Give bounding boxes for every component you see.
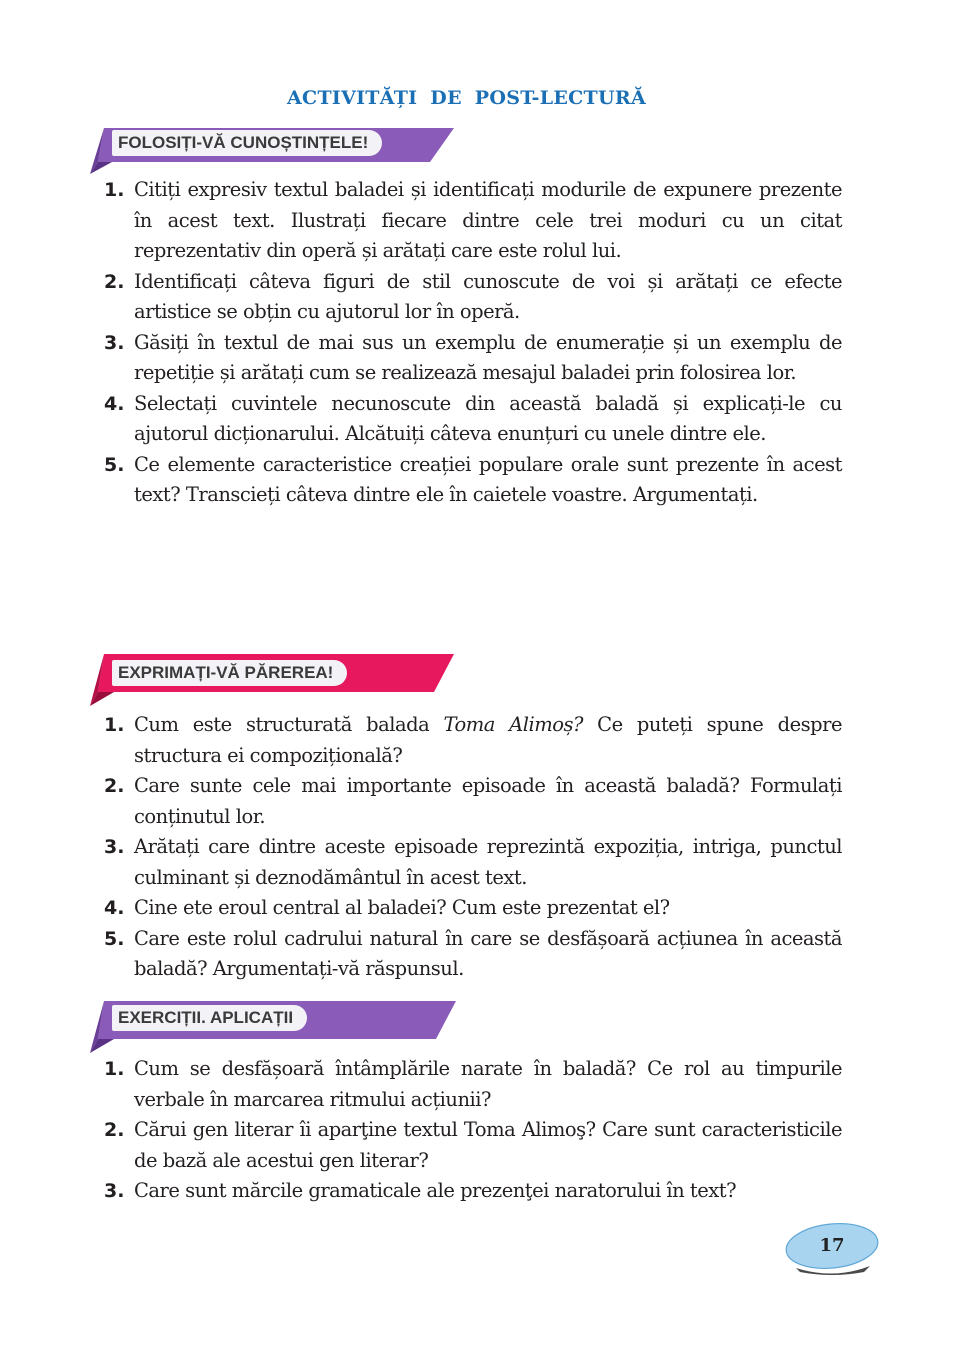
list-item [104,1115,842,1176]
item-text: Cum este structurată balada Toma Alimoș? Ce puteți spune despre structura ei compozițională? [134,713,842,767]
list-item [104,1176,842,1207]
item-number: 2. [104,775,125,797]
section-heading: FOLOSIȚI-VĂ CUNOȘTINȚELE! [112,130,382,156]
item-number: 1. [104,714,125,736]
item-text: Care sunte cele mai importante episoade în această baladă? Formulați conținutul lor. [134,774,842,828]
page-title: ACTIVITĂȚI DE POST-LECTURĂ [286,87,647,109]
item-text: Care sunt mărcile gramaticale ale prezenţei naratorului în text? [134,1179,737,1202]
list-item [104,328,842,389]
item-number: 1. [104,179,125,201]
item-number: 2. [104,270,125,293]
list-item [104,832,842,893]
item-text: Cum se desfășoară întâmplările narate în baladă? Ce rol au timpurile verbale în marcarea ritmului acțiunii? [134,1057,842,1111]
list-item [104,893,842,924]
item-text: Citiți expresiv textul baladei și identificați modurile de expunere prezente în acest text. Ilustrați fiecare dintre cele trei moduri cu un citat reprezentativ din operă și arătați care este rolul lui. [134,178,842,262]
page-number-badge [784,1220,880,1276]
item-text: Care este rolul cadrului natural în care se desfășoară acțiunea în această baladă? Argumentați-vă răspunsul. [134,926,842,980]
section-banner-knowledge [90,124,458,172]
item-number: 4. [104,392,125,415]
item-number: 5. [104,453,125,476]
list-item [104,175,842,267]
item-number: 3. [104,1180,125,1202]
section-banner-exercises [90,999,458,1047]
item-text: Identificați câteva figuri de stil cunoscute de voi și arătați ce efecte artistice se obțin cu ajutorul lor în operă. [134,269,842,323]
item-text: Cine ete eroul central al baladei? Cum este prezentat el? [134,896,670,919]
list-item [104,1054,842,1115]
item-number: 3. [104,836,125,858]
item-text: Cărui gen literar îi aparţine textul Toma Alimoş? Care sunt caracteristicile de bază ale acestui gen literar? [134,1118,842,1172]
section-heading: EXPRIMAȚI-VĂ PĂREREA! [112,660,347,686]
list-item [104,710,842,771]
item-text: Găsiți în textul de mai sus un exemplu de enumerație și un exemplu de repetiție și arătați cum se realizează mesajul baladei prin folosirea lor. [134,330,842,384]
item-text: Arătați care dintre aceste episoade reprezintă expoziția, intriga, punctul culminant și deznodământul în acest text. [134,835,842,889]
question-list-opinion [104,710,842,985]
item-text: Selectați cuvintele necunoscute din această baladă și explicați-le cu ajutorul dicționarului. Alcătuiți câteva enunțuri cu unele dintre ele. [134,391,842,445]
item-number: 5. [104,927,125,950]
list-item [104,771,842,832]
item-number: 1. [104,1058,125,1080]
list-item [104,924,842,985]
item-number: 2. [104,1119,125,1141]
list-item [104,389,842,450]
section-heading: EXERCIȚII. APLICAȚII [112,1005,307,1031]
section-banner-opinion [90,652,458,700]
list-item [104,450,842,511]
item-number: 4. [104,897,125,919]
page-number: 17 [819,1235,845,1256]
list-item [104,267,842,328]
question-list-exercises [104,1054,842,1207]
item-text: Ce elemente caracteristice creației populare orale sunt prezente în acest text? Transcieți câteva dintre ele în caietele voastre. Argumentați. [134,452,842,506]
question-list-knowledge [104,175,842,511]
title-italic: Toma Alimoș? [443,713,583,736]
item-number: 3. [104,331,125,354]
